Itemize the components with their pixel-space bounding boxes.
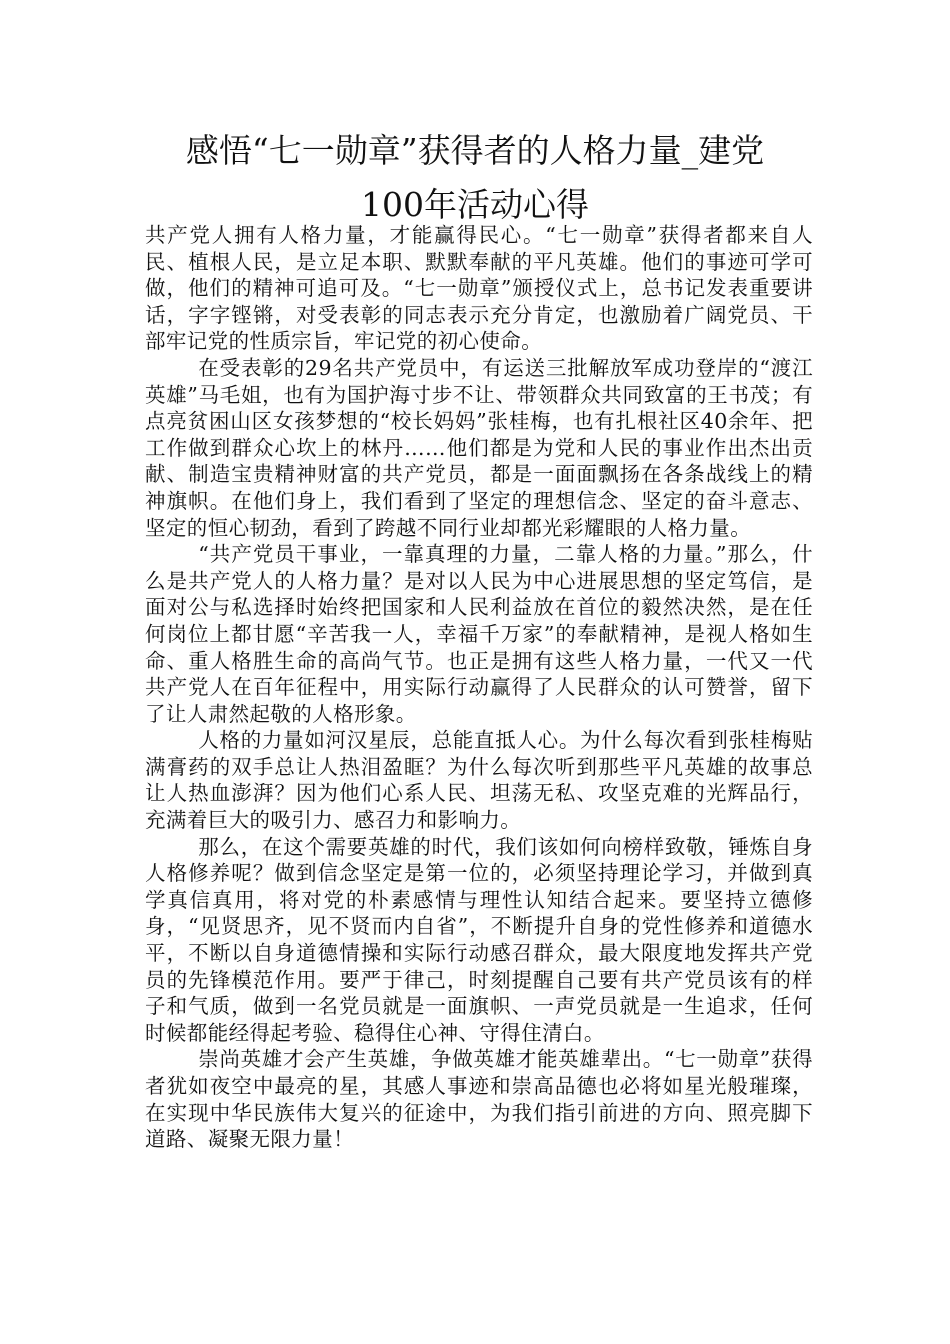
paragraph-honorees: 在受表彰的29名共产党员中，有运送三批解放军成功登岸的“渡江英雄”马毛姐，也有为国护海寸步不让、带领群众共同致富的王书茂；有点亮贫困山区女孩梦想的“校长妈妈”张桂梅，也有扎根社区40余年、把工作做到群众心坎上的林丹……他们都是为党和人民的事业作出杰出贡献、制造宝贵精神财富的共产党员，都是一面面飘扬在各条战线上的精神旗帜。在他们身上，我们看到了坚定的理想信念、坚定的奋斗意志、坚定的恒心韧劲，看到了跨越不同行业却都光彩耀眼的人格力量。 [145, 355, 813, 540]
paragraph-practice: 那么，在这个需要英雄的时代，我们该如何向榜样致敬，锤炼自身人格修养呢？做到信念坚定是第一位的，必须坚持理论学习，并做到真学真信真用，将对党的朴素感情与理性认知结合起来。要坚持立德修身，“见贤思齐，见不贤而内自省”，不断提升自身的党性修养和道德水平，不断以自身道德情操和实际行动感召群众，最大限度地发挥共产党员的先锋模范作用。要严于律己，时刻提醒自己要有共产党员该有的样子和气质，做到一名党员就是一面旗帜、一声党员就是一生追求，任何时候都能经得起考验、稳得住心神、守得住清白。 [145, 834, 813, 1045]
document-body [145, 222, 813, 1153]
paragraph-definition: “共产党员干事业，一靠真理的力量，二靠人格的力量。”那么，什么是共产党人的人格力量？是对以人民为中心进展思想的坚定笃信，是面对公与私选择时始终把国家和人民利益放在首位的毅然决然，是在任何岗位上都甘愿“辛苦我一人，幸福千万家”的奉献精神，是视人格如生命、重人格胜生命的高尚气节。也正是拥有这些人格力量，一代又一代共产党人在百年征程中，用实际行动赢得了人民群众的认可赞誉，留下了让人肃然起敬的人格形象。 [145, 542, 813, 726]
paragraph-conclusion: 崇尚英雄才会产生英雄，争做英雄才能英雄辈出。“七一勋章”获得者犹如夜空中最亮的星，其感人事迹和崇高品德也必将如星光般璀璨，在实现中华民族伟大复兴的征途中，为我们指引前进的方向、照亮脚下道路、凝聚无限力量！ [145, 1047, 813, 1152]
document-title-line-1: 感悟“七一勋章”获得者的人格力量_建党 [185, 131, 765, 170]
paragraph-influence: 人格的力量如河汉星辰，总能直抵人心。为什么每次看到张桂梅贴满膏药的双手总让人热泪盈眶？为什么每次听到那些平凡英雄的故事总让人热血澎湃？因为他们心系人民、坦荡无私、攻坚克难的光辉品行，充满着巨大的吸引力、感召力和影响力。 [145, 728, 813, 833]
paragraph-intro: 共产党人拥有人格力量，才能赢得民心。“七一勋章”获得者都来自人民、植根人民，是立足本职、默默奉献的平凡英雄。他们的事迹可学可做，他们的精神可追可及。“七一勋章”颁授仪式上，总书记发表重要讲话，字字铿锵，对受表彰的同志表示充分肯定，也激励着广阔党员、干部牢记党的性质宗旨，牢记党的初心使命。 [145, 223, 813, 354]
document-title-line-2: 100年活动心得 [361, 185, 589, 224]
document-title [120, 124, 830, 232]
